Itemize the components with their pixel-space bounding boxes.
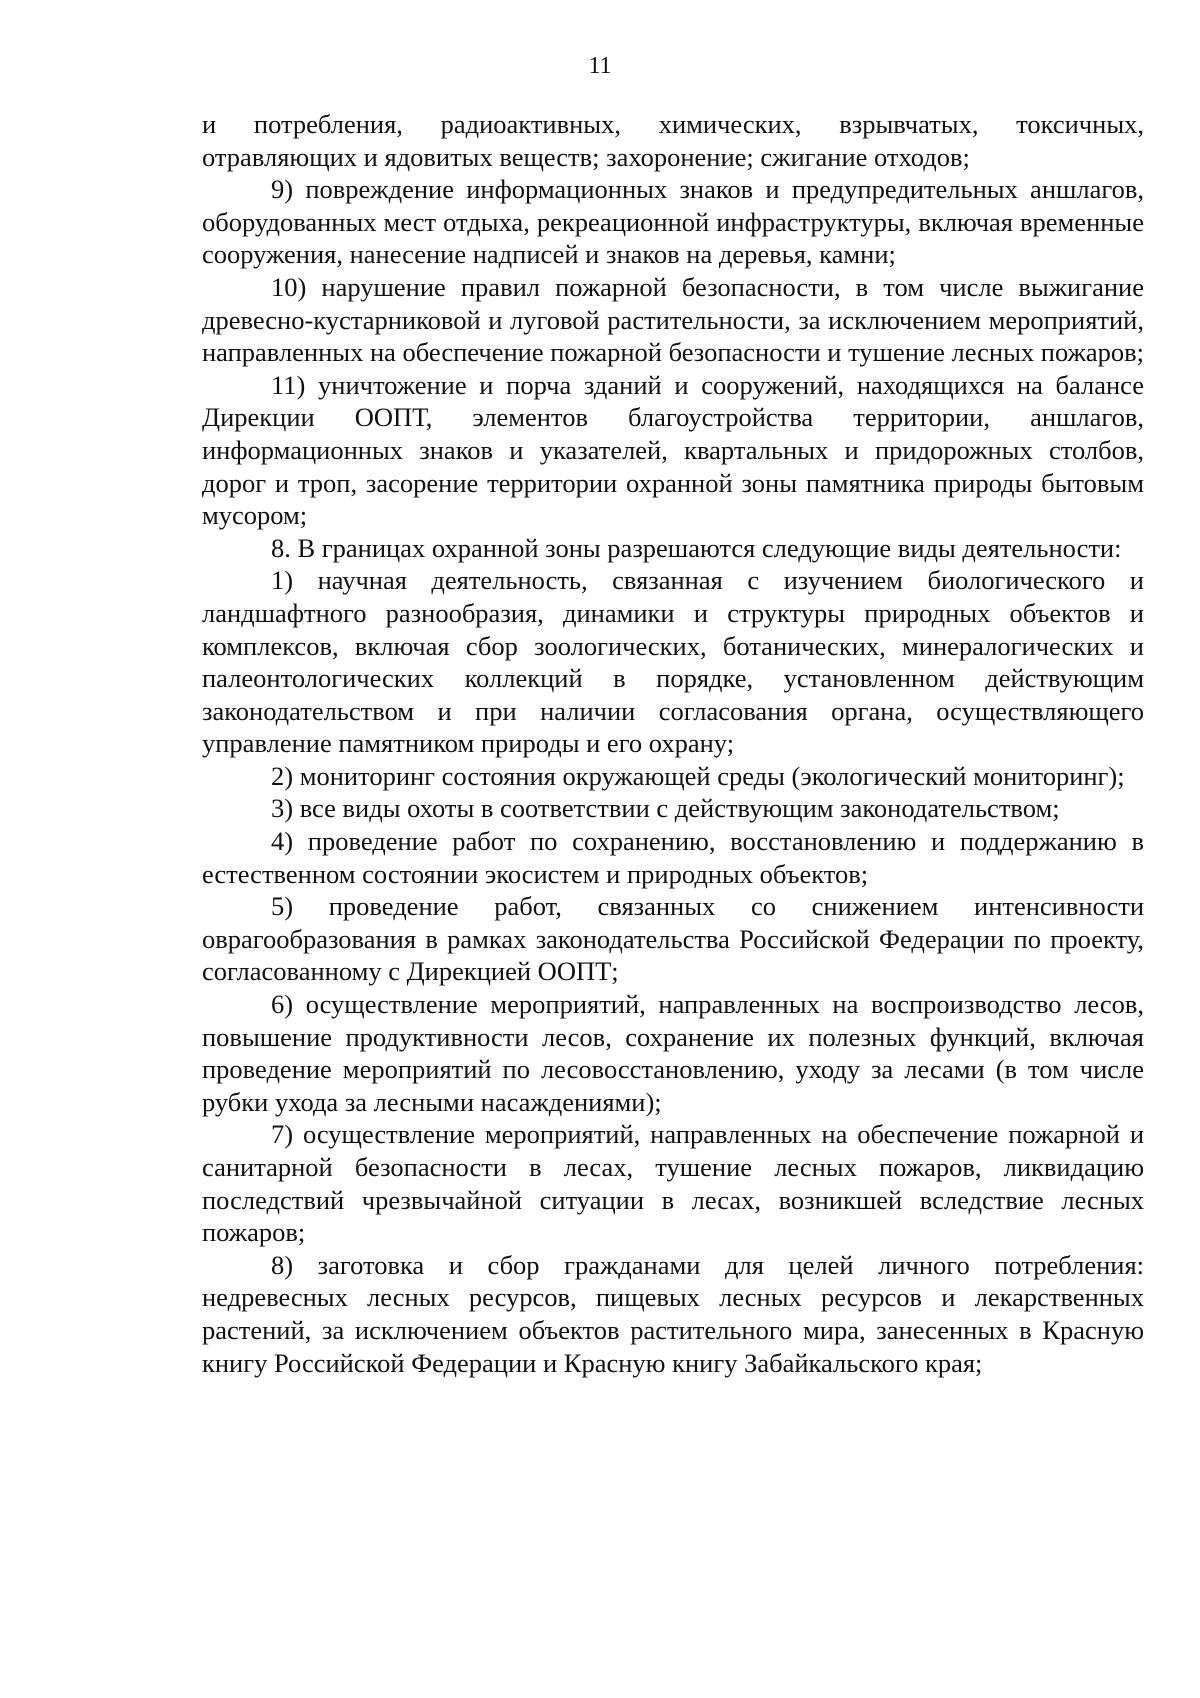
list-item-10: 10) нарушение правил пожарной безопасности, в том числе выжигание древесно-кустарниковой и луговой растительности, за исключением мероприятий, направленных на обеспечение пожарной безопасности и тушение лесных пожаров; (202, 271, 1144, 368)
document-body (202, 108, 1144, 1379)
allowed-item-1: 1) научная деятельность, связанная с изучением биологического и ландшафтного разнообразия, динамики и структуры природных объектов и комплексов, включая сбор зоологических, ботанических, минералогических и палеонтологических коллекций в порядке, установленном действующим законодательством и при наличии согласования органа, осуществляющего управление памятником природы и его охрану; (202, 565, 1144, 759)
paragraph-list-continuation: и потребления, радиоактивных, химических, взрывчатых, токсичных, отравляющих и ядовитых веществ; захоронение; сжигание отходов; (202, 109, 1144, 172)
allowed-item-2: 2) мониторинг состояния окружающей среды (экологический мониторинг); (271, 760, 1125, 791)
allowed-item-6: 6) осуществление мероприятий, направленных на воспроизводство лесов, повышение продуктивности лесов, сохранение их полезных функций, включая проведение мероприятий по лесовосстановлению, уходу за лесами (в том числе рубки ухода за лесными насаждениями); (202, 989, 1144, 1117)
allowed-item-4: 4) проведение работ по сохранению, восстановлению и поддержанию в естественном состоянии экосистем и природных объектов; (202, 826, 1144, 889)
page-number: 11 (588, 53, 612, 79)
allowed-item-3: 3) все виды охоты в соответствии с действующим законодательством; (271, 793, 1060, 824)
allowed-item-8: 8) заготовка и сбор гражданами для целей личного потребления: недревесных лесных ресурсов, пищевых лесных ресурсов и лекарственных растений, за исключением объектов растительного мира, занесенных в Красную книгу Российской Федерации и Красную книгу Забайкальского края; (202, 1249, 1144, 1378)
allowed-item-5: 5) проведение работ, связанных со снижением интенсивности оврагообразования в рамках законодательства Российской Федерации по проекту, согласованному с Дирекцией ООПТ; (202, 891, 1144, 987)
list-item-9: 9) повреждение информационных знаков и предупредительных аншлагов, оборудованных мест отдыха, рекреационной инфраструктуры, включая временные сооружения, нанесение надписей и знаков на деревья, камни; (202, 174, 1144, 270)
allowed-item-7: 7) осуществление мероприятий, направленных на обеспечение пожарной и санитарной безопасности в лесах, тушение лесных пожаров, ликвидацию последствий чрезвычайной ситуации в лесах, возникшей вследствие лесных пожаров; (202, 1119, 1144, 1248)
list-item-11: 11) уничтожение и порча зданий и сооружений, находящихся на балансе Дирекции ООПТ, элементов благоустройства территории, аншлагов, информационных знаков и указателей, квартальных и придорожных столбов, дорог и троп, засорение территории охранной зоны памятника природы бытовым мусором; (202, 369, 1144, 531)
section-8-heading: 8. В границах охранной зоны разрешаются следующие виды деятельности: (271, 532, 1122, 563)
